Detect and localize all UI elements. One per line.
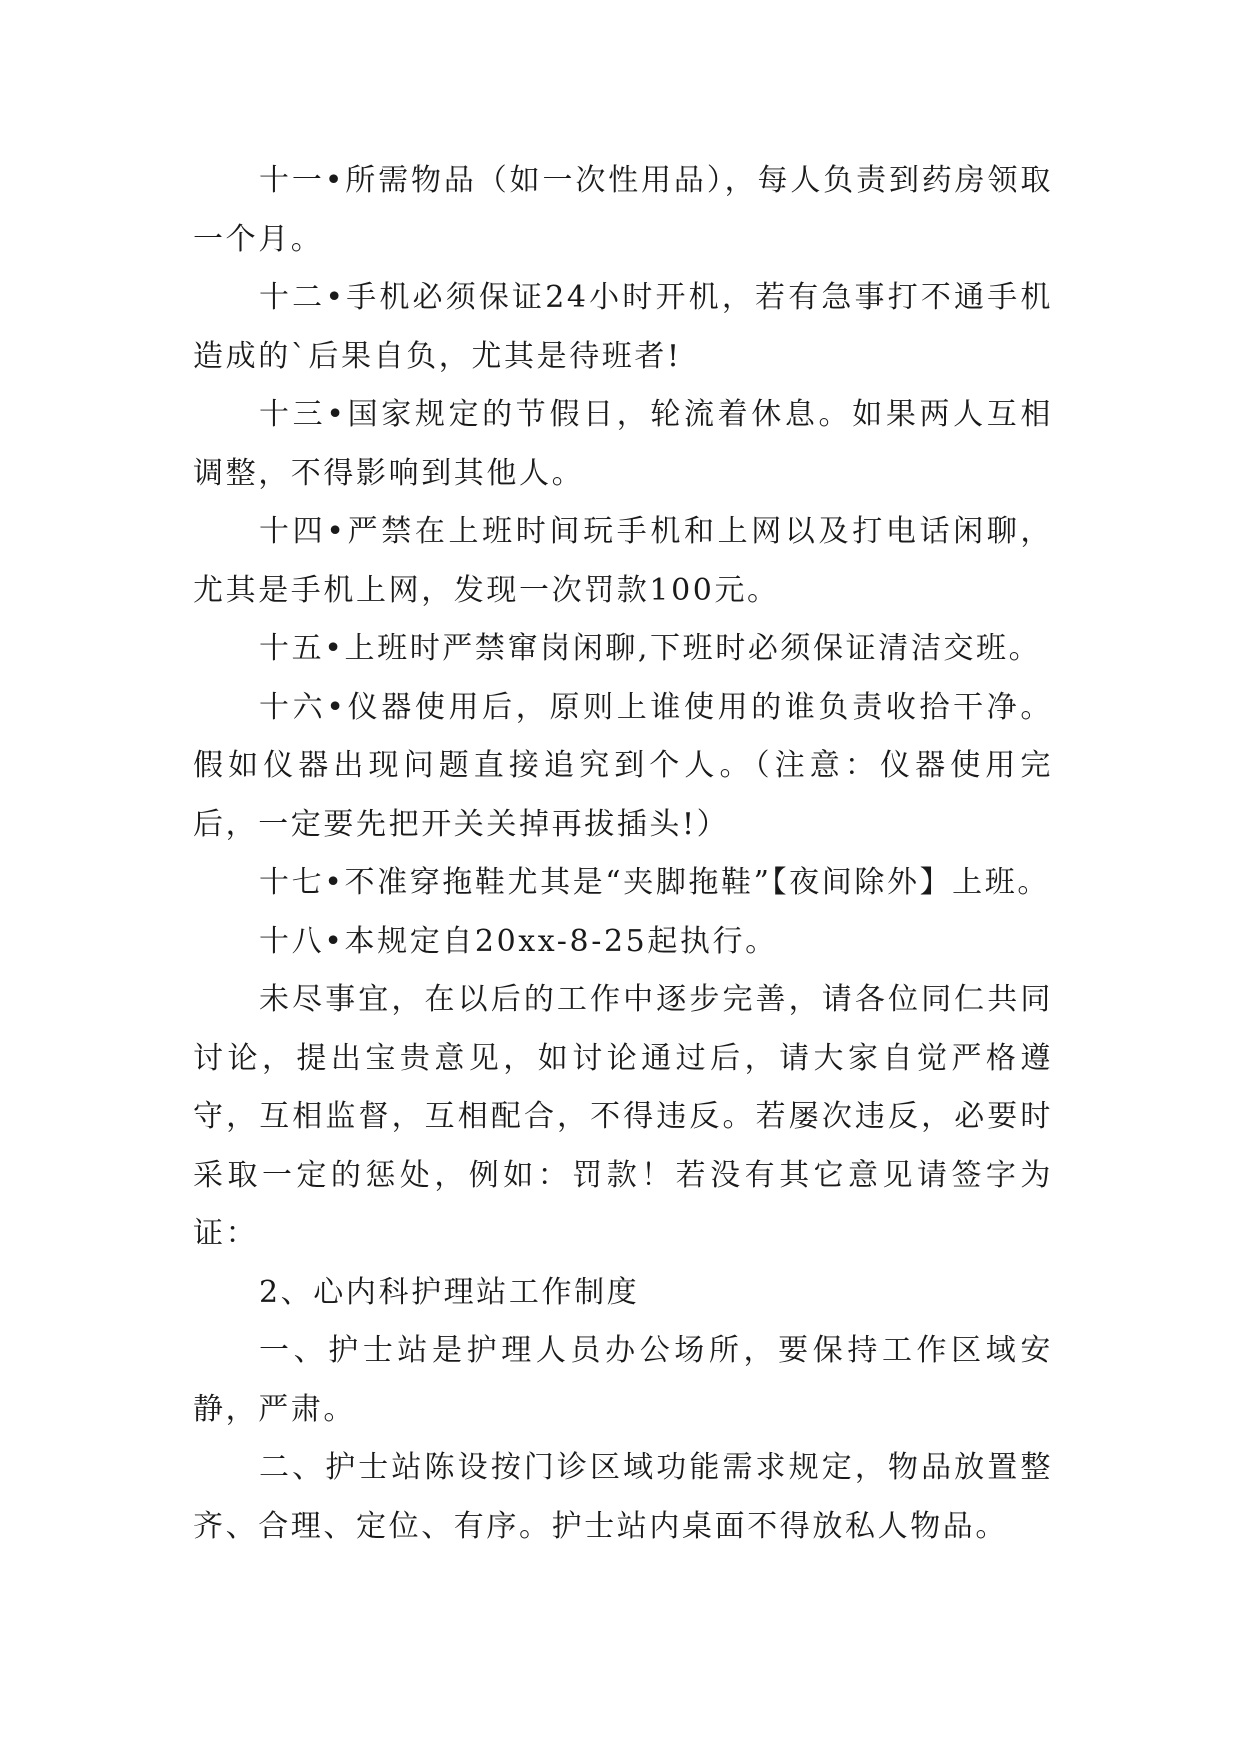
paragraph-rule-17: 十七•不准穿拖鞋尤其是“夹脚拖鞋”【夜间除外】上班。 — [259, 865, 1050, 900]
paragraph-rule-16: 十六•仪器使用后，原则上谁使用的谁负责收拾干净。假如仪器出现问题直接追究到个人。（注意：仪器使用完后，一定要先把开关关掉再拔插头!） — [193, 689, 1053, 842]
section-heading: 2、心内科护理站工作制度 — [259, 1274, 640, 1310]
paragraph-rule-13: 十三•国家规定的节假日，轮流着休息。如果两人互相调整，不得影响到其他人。 — [193, 397, 1053, 491]
paragraph-rule-18: 十八•本规定自20xx-8-25起执行。 — [259, 923, 778, 959]
paragraph-station-rule-2: 二、护士站陈设按门诊区域功能需求规定，物品放置整齐、合理、定位、有序。护士站内桌面不得放私人物品。 — [193, 1450, 1053, 1544]
paragraph-rule-12: 十二•手机必须保证24小时开机，若有急事打不通手机造成的`后果自负，尤其是待班者! — [193, 280, 1053, 374]
paragraph-closing-note: 未尽事宜，在以后的工作中逐步完善，请各位同仁共同讨论，提出宝贵意见，如讨论通过后，请大家自觉严格遵守，互相监督，互相配合，不得违反。若屡次违反，必要时采取一定的惩处，例如：罚款！若没有其它意见请签字为证： — [193, 982, 1053, 1251]
paragraph-rule-15: 十五•上班时严禁窜岗闲聊,下班时必须保证清洁交班。 — [259, 631, 1042, 666]
paragraph-rule-11: 十一•所需物品（如一次性用品），每人负责到药房领取一个月。 — [193, 163, 1053, 257]
paragraph-station-rule-1: 一、护士站是护理人员办公场所，要保持工作区域安静，严肃。 — [193, 1333, 1053, 1427]
paragraph-rule-14: 十四•严禁在上班时间玩手机和上网以及打电话闲聊，尤其是手机上网，发现一次罚款100元。 — [193, 514, 1053, 608]
document-body — [193, 152, 1053, 1556]
